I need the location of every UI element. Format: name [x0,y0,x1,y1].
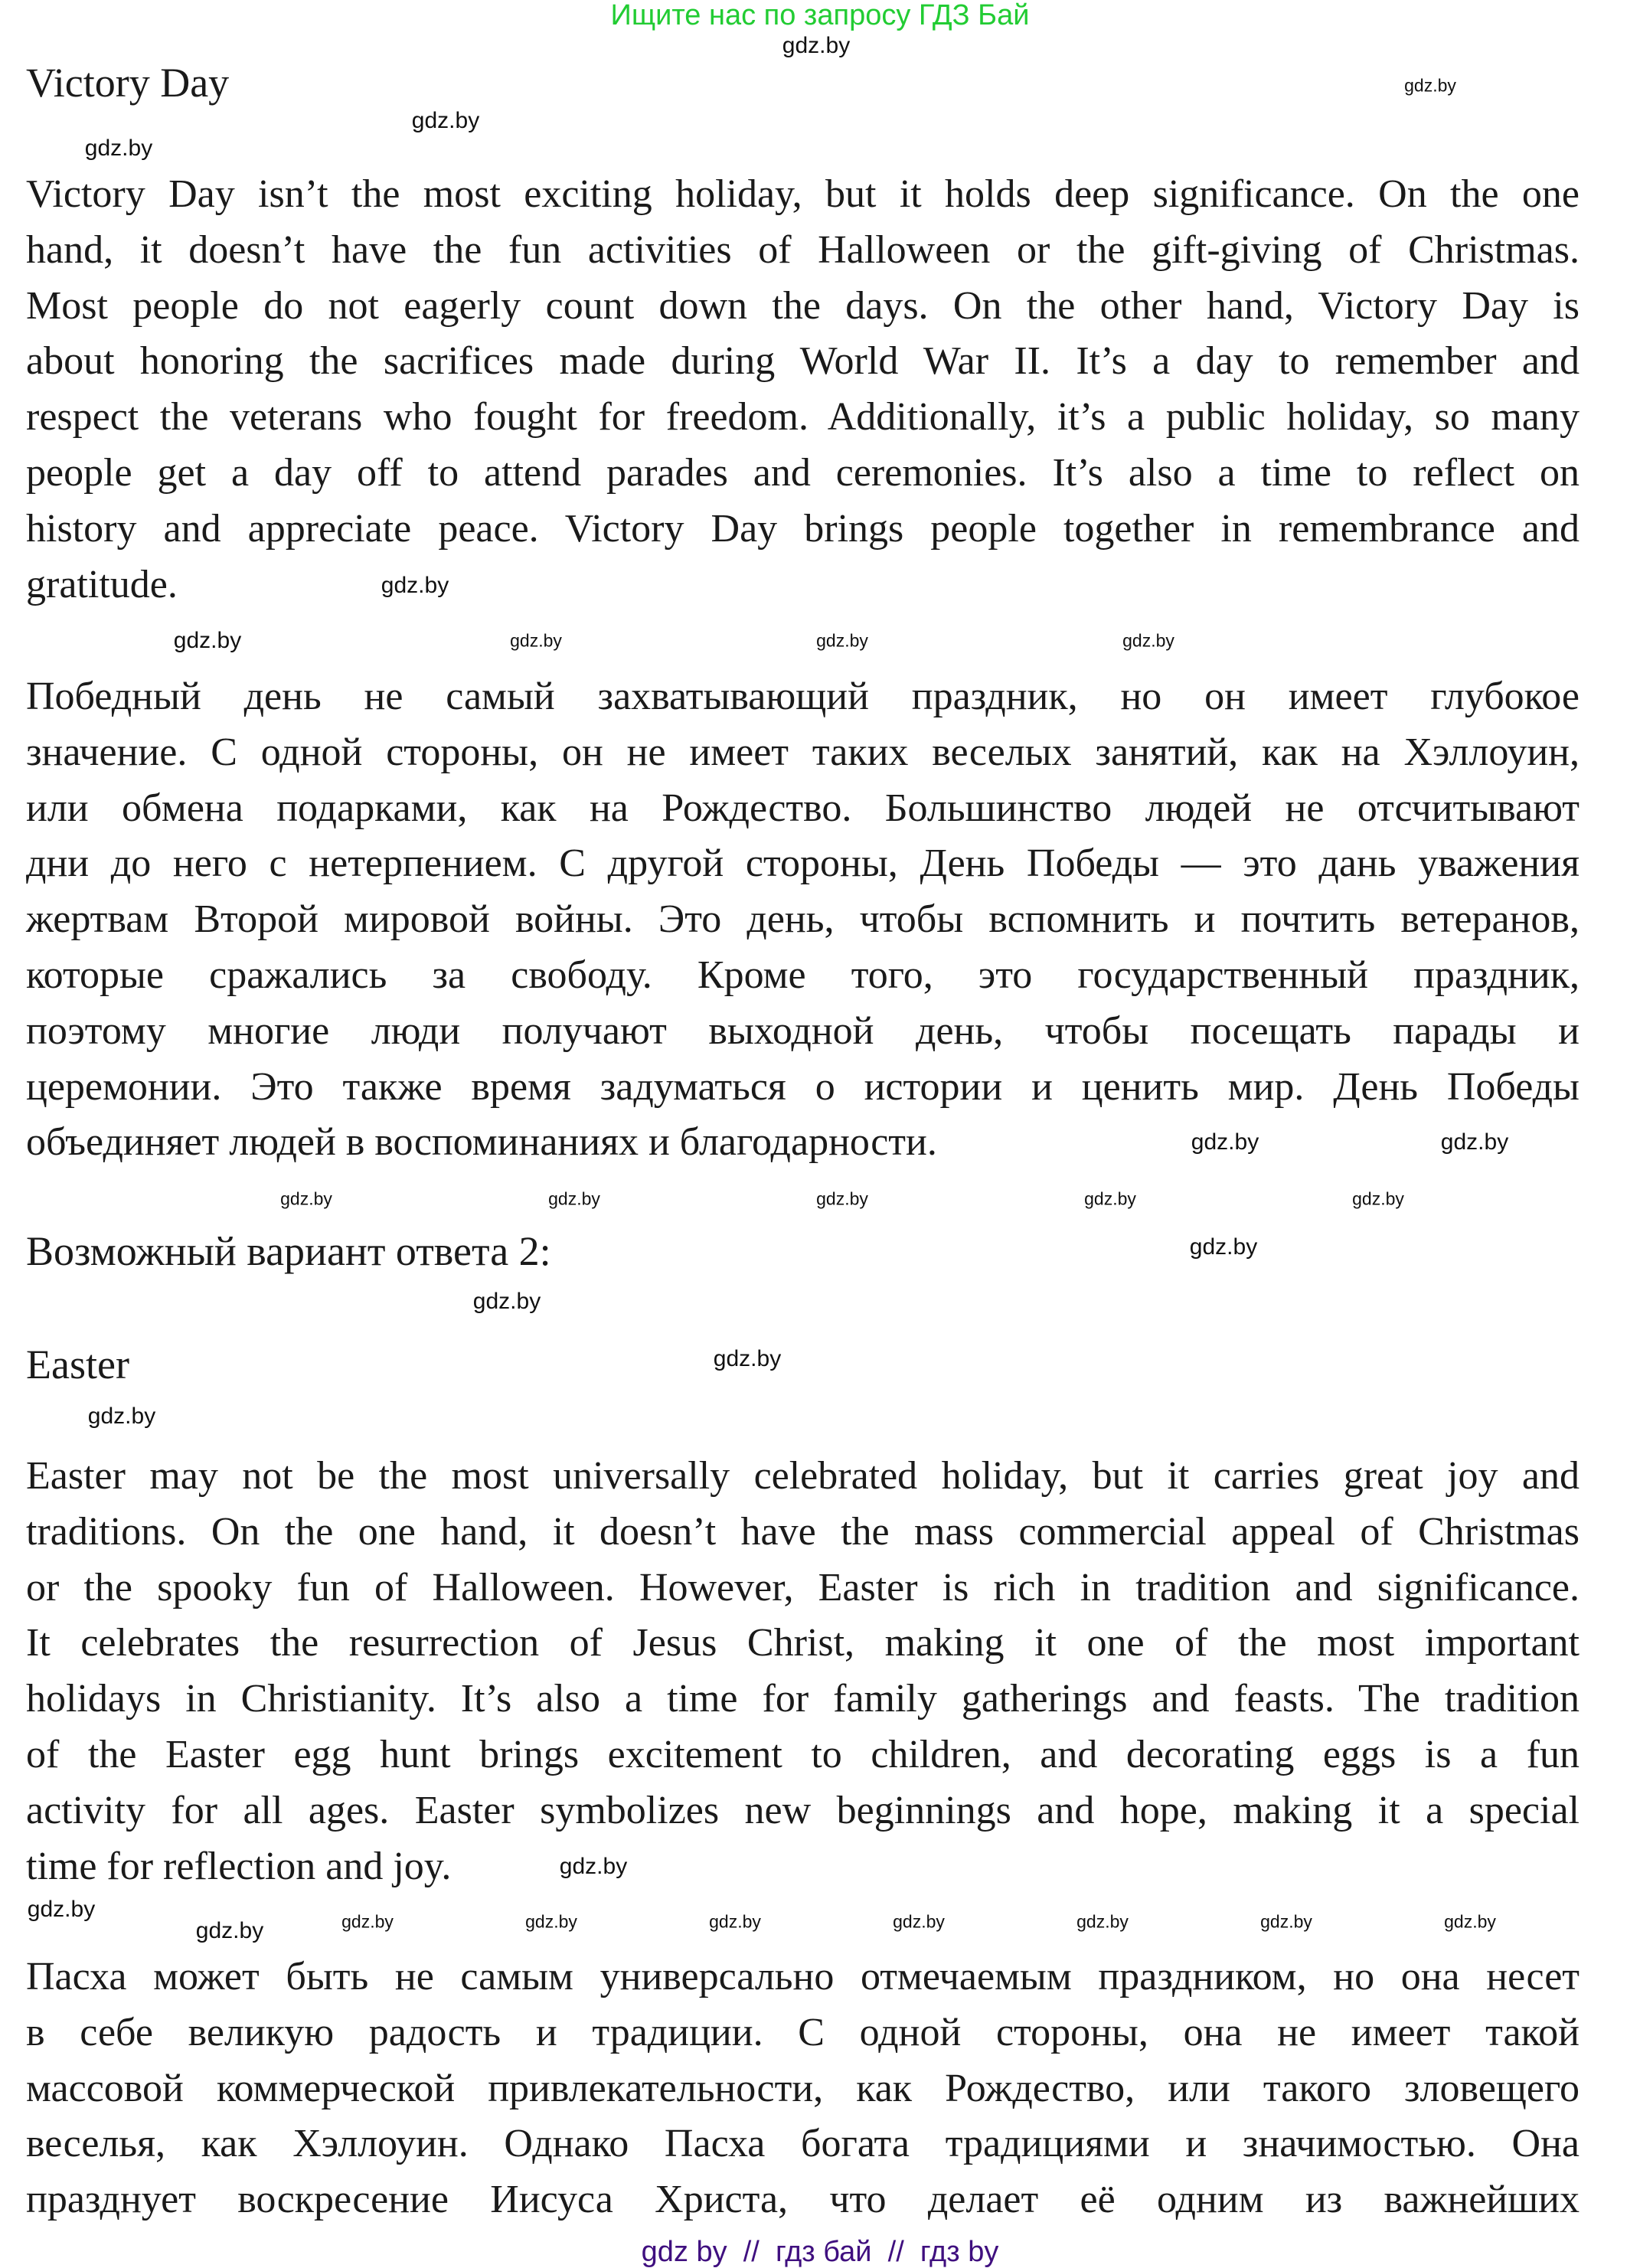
text-line: или обмена подарками, как на Рождество. Большинство людей не отсчитывают [26,786,1580,830]
text-line: traditions. On the one hand, it doesn’t have the mass commercial appeal of Christmas [26,1509,1580,1554]
watermark: gdz.by [713,1346,782,1371]
watermark: gdz.by [1440,1129,1509,1155]
watermark: gdz.by [709,1911,761,1932]
watermark: gdz.by [84,136,153,161]
watermark: gdz.by [1191,1129,1259,1155]
watermark: gdz.by [341,1911,394,1932]
section-heading-easter: Easter [26,1342,129,1387]
text-line: people get a day off to attend parades and ceremonies. It’s also a time to reflect on [26,450,1580,495]
watermark: gdz.by [1189,1234,1258,1260]
watermark: gdz.by [1076,1911,1129,1932]
text-line: history and appreciate peace. Victory Day brings people together in remembrance and [26,506,1580,551]
text-line: respect the veterans who fought for freedom. Additionally, it’s a public holiday, so many [26,395,1580,440]
watermark: gdz.by [87,1404,156,1429]
watermark: gdz.by [1084,1188,1136,1209]
watermark: gdz.by [195,1918,264,1943]
watermark: gdz.by [525,1911,577,1932]
text-line: time for reflection and joy. [26,1844,452,1888]
text-line: жертвам Второй мировой войны. Это день, чтобы вспомнить и почтить ветеранов, [26,897,1580,942]
watermark: gdz.by [173,628,242,653]
text-line: Победный день не самый захватывающий праздник, но он имеет глубокое [26,675,1580,718]
section-heading-victory-day: Victory Day [26,60,230,106]
footer-links[interactable]: gdz by // гдз бай // гдз by [641,2236,999,2268]
text-line: It celebrates the resurrection of Jesus Christ, making it one of the most important [26,1621,1580,1665]
promo-banner[interactable]: Ищите нас по запросу ГДЗ Бай [610,0,1030,31]
watermark: gdz.by [1352,1188,1404,1209]
watermark: gdz.by [816,1188,868,1209]
text-line: holidays in Christianity. It’s also a time for family gatherings and feasts. The tradition [26,1677,1580,1721]
text-line: поэтому многие люди получают выходной день, чтобы посещать парады и [26,1008,1580,1053]
paragraph-easter-russian [26,1949,1580,2228]
text-line: массовой коммерческой привлекательности, как Рождество, или такого зловещего [26,2066,1580,2110]
watermark: gdz.by [381,573,449,598]
watermark: gdz.by [816,630,868,651]
text-line: веселья, как Хэллоуин. Однако Пасха богата традициями и значимостью. Она [26,2122,1580,2166]
watermark: gdz.by [280,1188,332,1209]
text-line: дни до него с нетерпением. С другой стороны, День Победы — это дань уважения [26,842,1580,886]
text-line: about honoring the sacrifices made during World War II. It’s a day to remember and [26,339,1580,384]
text-line: Пасха может быть не самым универсально отмечаемым праздником, но она несет [26,1955,1580,1998]
text-line: or the spooky fun of Halloween. However, Easter is rich in tradition and significance. [26,1565,1580,1609]
watermark: gdz.by [411,108,480,133]
text-line: of the Easter egg hunt brings excitement to children, and decorating eggs is a fun [26,1732,1580,1776]
watermark: gdz.by [1260,1911,1312,1932]
paragraph-victory-day-russian [26,669,1580,1171]
text-line: церемонии. Это также время задуматься о истории и ценить мир. День Победы [26,1064,1580,1109]
watermark: gdz.by [1444,1911,1496,1932]
watermark: gdz.by [782,33,851,58]
watermark: gdz.by [559,1854,628,1879]
watermark: gdz.by [893,1911,945,1932]
answer-variant-heading: Возможный вариант ответа 2: [26,1228,551,1274]
watermark: gdz.by [1404,75,1456,96]
text-line: объединяет людей в воспоминаниях и благодарности. [26,1120,937,1165]
text-line: Victory Day isn’t the most exciting holiday, but it holds deep significance. On the one [26,172,1580,216]
text-line: в себе великую радость и традиции. С одной стороны, она не имеет такой [26,2010,1580,2054]
text-line: gratitude. [26,562,178,606]
text-line: Easter may not be the most universally celebrated holiday, but it carries great joy and [26,1454,1580,1498]
text-line: activity for all ages. Easter symbolizes new beginnings and hope, making it a special [26,1788,1580,1832]
watermark: gdz.by [510,630,562,651]
watermark: gdz.by [1122,630,1174,651]
paragraph-easter-english [26,1449,1580,1894]
watermark: gdz.by [548,1188,600,1209]
text-line: Most people do not eagerly count down the days. On the other hand, Victory Day is [26,283,1580,328]
text-line: значение. С одной стороны, он не имеет таких веселых занятий, как на Хэллоуин, [26,730,1580,774]
text-line: празднует воскресение Иисуса Христа, что делает её одним из важнейших [26,2178,1580,2222]
text-line: которые сражались за свободу. Кроме того, это государственный праздник, [26,953,1580,997]
paragraph-victory-day-english [26,167,1580,613]
watermark: gdz.by [472,1289,541,1314]
watermark: gdz.by [27,1897,96,1922]
text-line: hand, it doesn’t have the fun activities of Halloween or the gift-giving of Christmas. [26,227,1580,272]
